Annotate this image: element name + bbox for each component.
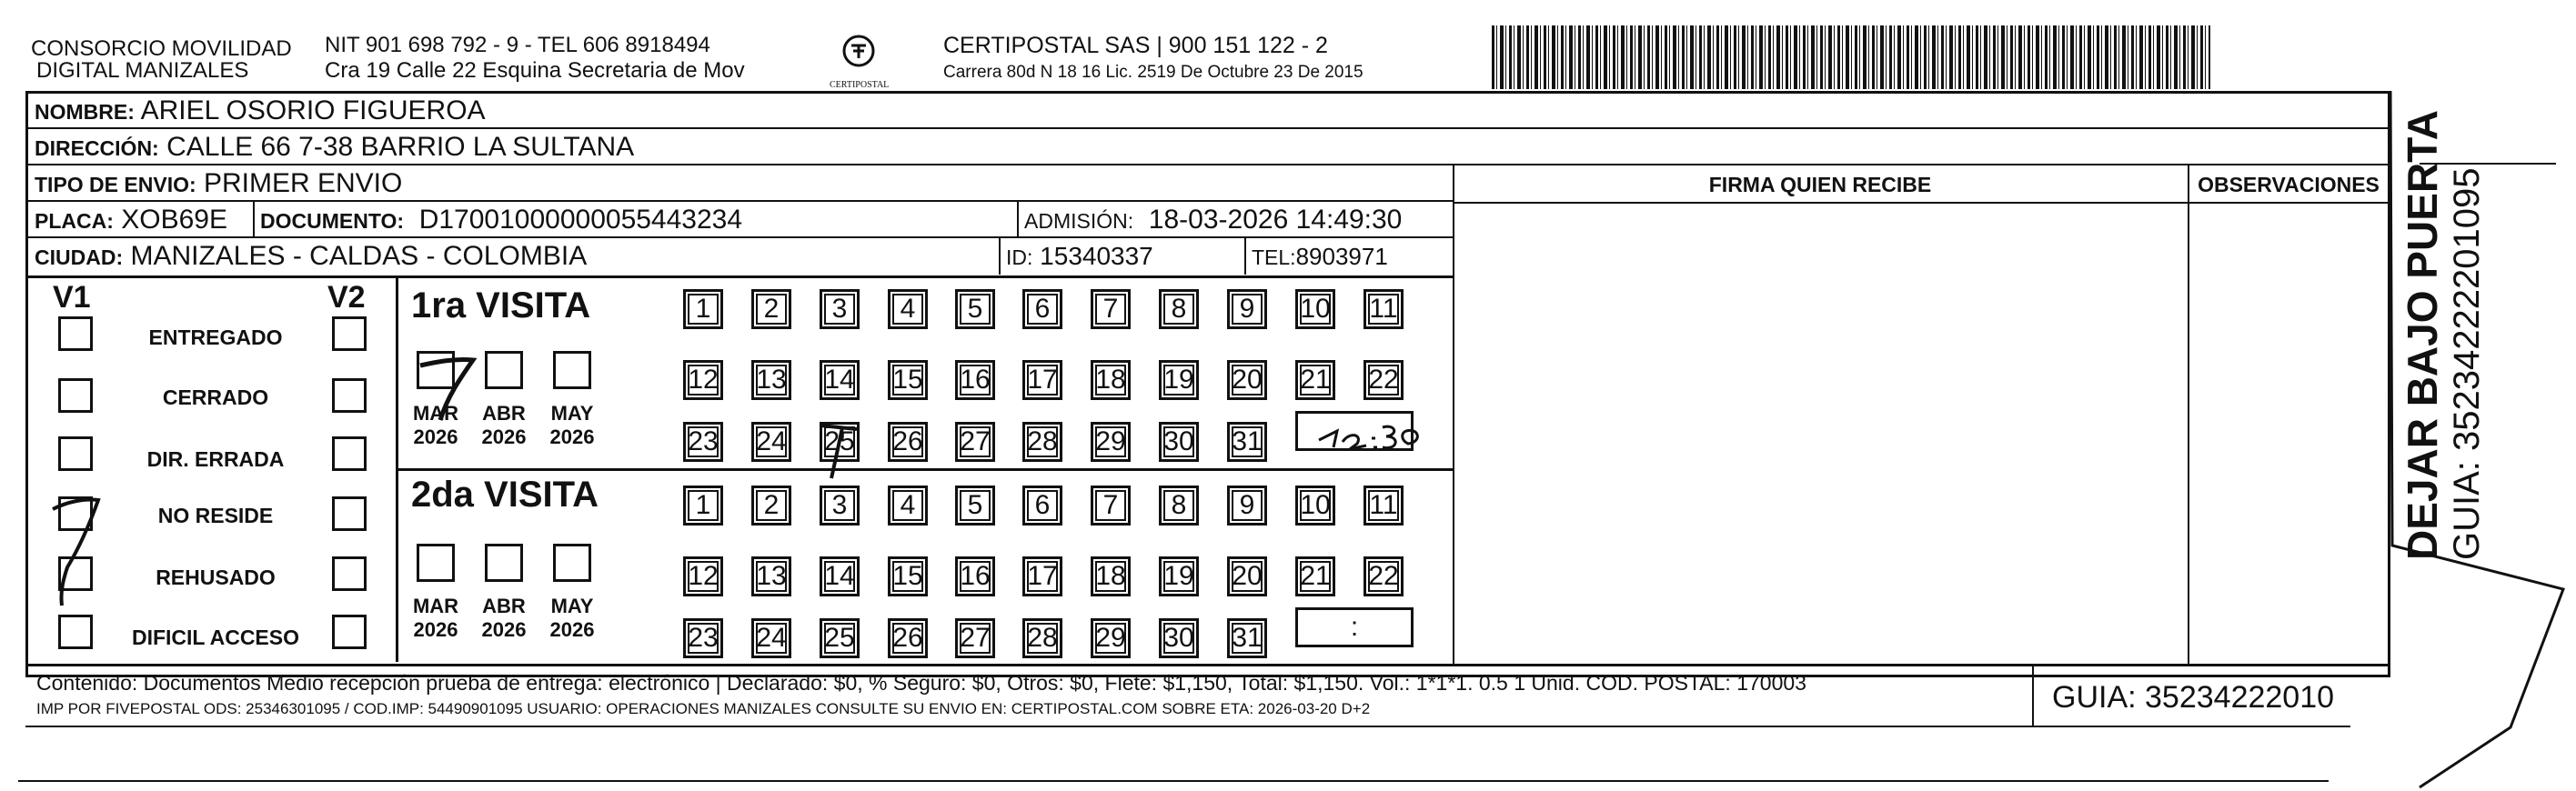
visit2-day-3[interactable]: 3 [820,486,860,526]
visit1-day-27[interactable]: 27 [955,422,995,462]
side-dejar-bajo-puerta: DEJAR BAJO PUERTA [2399,110,2446,560]
company-name-line2: DIGITAL MANIZALES [36,58,249,83]
admision-label: ADMISIÓN: [1024,209,1134,233]
visit2-day-28[interactable]: 28 [1022,618,1062,658]
visit2-month-mar: MAR 2026 [412,595,459,641]
visit1-day-5[interactable]: 5 [955,289,995,329]
id-label: ID: [1006,245,1033,269]
visit1-day-30[interactable]: 30 [1159,422,1199,462]
id-number: 15340337 [1040,242,1153,270]
visit1-day-18[interactable]: 18 [1091,360,1131,400]
status-entregado: ENTREGADO [148,325,283,349]
visit1-day-17[interactable]: 17 [1022,360,1062,400]
handwritten-day-mark [820,426,857,478]
visit1-day-15[interactable]: 15 [888,360,928,400]
document-number: D17001000000055443234 [418,205,743,235]
recipient-name: ARIEL OSORIO FIGUEROA [140,95,486,125]
visit2-day-30[interactable]: 30 [1159,618,1199,658]
v2-header: V2 [327,280,366,315]
visit1-day-26[interactable]: 26 [888,422,928,462]
footer-content-line: Contenido: Documentos Medio recepción prueba de entrega: electrónico | Declarado: $0, % Seguro: $0, Otros: $0, Flete: $1,150, Total: $1,150. Vol.: 1*1*1. 0.5 1 Unid. COD. POSTAL: 170003 [36,671,1806,695]
visit1-day-7[interactable]: 7 [1091,289,1131,329]
visit1-month-mar: MAR 2026 [412,402,459,448]
visit2-month-abr: ABR 2026 [481,595,527,641]
shipment-type: PRIMER ENVIO [203,168,403,198]
visit2-day-22[interactable]: 22 [1363,556,1404,596]
city: MANIZALES - CALDAS - COLOMBIA [130,241,588,271]
visit2-day-15[interactable]: 15 [888,556,928,596]
visit2-month-may: MAY 2026 [549,595,595,641]
placa-label: PLACA: [35,209,114,233]
visit2-day-6[interactable]: 6 [1022,486,1062,526]
visit1-title: 1ra VISITA [411,285,591,325]
status-no-reside: NO RESIDE [157,504,274,527]
admission-date: 18-03-2026 14:49:30 [1148,205,1403,235]
status-rehusado: REHUSADO [156,566,276,589]
documento-label: DOCUMENTO: [260,209,405,233]
visit2-day-4[interactable]: 4 [888,486,928,526]
visit2-day-27[interactable]: 27 [955,618,995,658]
visit1-day-6[interactable]: 6 [1022,289,1062,329]
visit2-day-23[interactable]: 23 [683,618,723,658]
visit2-day-16[interactable]: 16 [955,556,995,596]
visit2-day-29[interactable]: 29 [1091,618,1131,658]
tel-label: TEL: [1252,245,1296,269]
visit2-day-10[interactable]: 10 [1295,486,1335,526]
v1-header: V1 [53,280,91,315]
visit2-day-12[interactable]: 12 [683,556,723,596]
firma-column-header: FIRMA QUIEN RECIBE [1708,173,1932,196]
visit1-day-31[interactable]: 31 [1227,422,1267,462]
visit1-day-23[interactable]: 23 [683,422,723,462]
visit1-day-3[interactable]: 3 [820,289,860,329]
status-dir-errada: DIR. ERRADA [146,447,285,471]
tipo-label: TIPO DE ENVIO: [35,173,196,196]
visit2-day-11[interactable]: 11 [1363,486,1404,526]
handwritten-hour [1319,426,1417,449]
visit1-day-21[interactable]: 21 [1295,360,1335,400]
visit2-hour: : [1350,612,1359,642]
visit2-day-2[interactable]: 2 [751,486,791,526]
visit1-month-abr: ABR 2026 [481,402,527,448]
visit2-day-24[interactable]: 24 [751,618,791,658]
visit1-day-29[interactable]: 29 [1091,422,1131,462]
visit1-day-25[interactable]: 25 [820,422,860,462]
visit1-month-may: MAY 2026 [549,402,595,448]
nombre-label: NOMBRE: [35,100,135,124]
visit2-day-31[interactable]: 31 [1227,618,1267,658]
visit1-day-10[interactable]: 10 [1295,289,1335,329]
footer-print-line: IMP POR FIVEPOSTAL ODS: 25346301095 / COD.IMP: 54490901095 USUARIO: OPERACIONES MANIZALES CONSULTE SU ENVIO EN: CERTIPOSTAL.COM SOBRE ETA: 2026-03-20 D+2 [36,700,1371,717]
recipient-address: CALLE 66 7-38 BARRIO LA SULTANA [166,132,635,162]
visit1-day-4[interactable]: 4 [888,289,928,329]
footer-guia: GUIA: 35234222010 [2052,680,2335,715]
side-guia-number: GUIA: 35234222201095 [2447,167,2487,560]
courier-name: CERTIPOSTAL SAS | 900 151 122 - 2 [943,33,1328,58]
visit2-day-20[interactable]: 20 [1227,556,1267,596]
visit1-day-16[interactable]: 16 [955,360,995,400]
visit2-day-13[interactable]: 13 [751,556,791,596]
visit1-day-28[interactable]: 28 [1022,422,1062,462]
visit2-day-1[interactable]: 1 [683,486,723,526]
ciudad-label: CIUDAD: [35,245,124,269]
visit1-day-11[interactable]: 11 [1363,289,1404,329]
visit2-day-8[interactable]: 8 [1159,486,1199,526]
visit1-day-14[interactable]: 14 [820,360,860,400]
visit1-day-8[interactable]: 8 [1159,289,1199,329]
visit2-day-9[interactable]: 9 [1227,486,1267,526]
company-address: Cra 19 Calle 22 Esquina Secretaria de Mov [325,58,745,83]
visit1-day-1[interactable]: 1 [683,289,723,329]
status-dificil-acceso: DIFICIL ACCESO [131,626,299,649]
visit2-day-21[interactable]: 21 [1295,556,1335,596]
visit1-day-24[interactable]: 24 [751,422,791,462]
visit2-day-5[interactable]: 5 [955,486,995,526]
visit1-day-2[interactable]: 2 [751,289,791,329]
logo-text: CERTIPOSTAL [830,80,890,90]
visit2-title: 2da VISITA [411,475,599,515]
plate-number: XOB69E [121,205,227,235]
company-name-line1: CONSORCIO MOVILIDAD [31,36,292,61]
label-edge [2329,0,2576,791]
handwritten-no-reside-check [53,499,98,606]
courier-address: Carrera 80d N 18 16 Lic. 2519 De Octubre 23 De 2015 [943,63,1363,82]
status-cerrado: CERRADO [162,385,269,409]
visit2-day-14[interactable]: 14 [820,556,860,596]
visit1-day-20[interactable]: 20 [1227,360,1267,400]
tel-number: 8903971 [1295,243,1388,270]
visit1-day-19[interactable]: 19 [1159,360,1199,400]
visit2-day-26[interactable]: 26 [888,618,928,658]
visit1-day-12[interactable]: 12 [683,360,723,400]
company-nit: NIT 901 698 792 - 9 - TEL 606 8918494 [325,33,710,57]
visit1-day-22[interactable]: 22 [1363,360,1404,400]
handwritten-check-mar [420,359,473,420]
direccion-label: DIRECCIÓN: [35,136,159,160]
visit2-day-17[interactable]: 17 [1022,556,1062,596]
visit2-day-25[interactable]: 25 [820,618,860,658]
visit1-day-13[interactable]: 13 [751,360,791,400]
visit2-day-19[interactable]: 19 [1159,556,1199,596]
visit2-day-18[interactable]: 18 [1091,556,1131,596]
visit2-day-7[interactable]: 7 [1091,486,1131,526]
observaciones-column-header: OBSERVACIONES [2198,173,2380,196]
visit1-day-9[interactable]: 9 [1227,289,1267,329]
